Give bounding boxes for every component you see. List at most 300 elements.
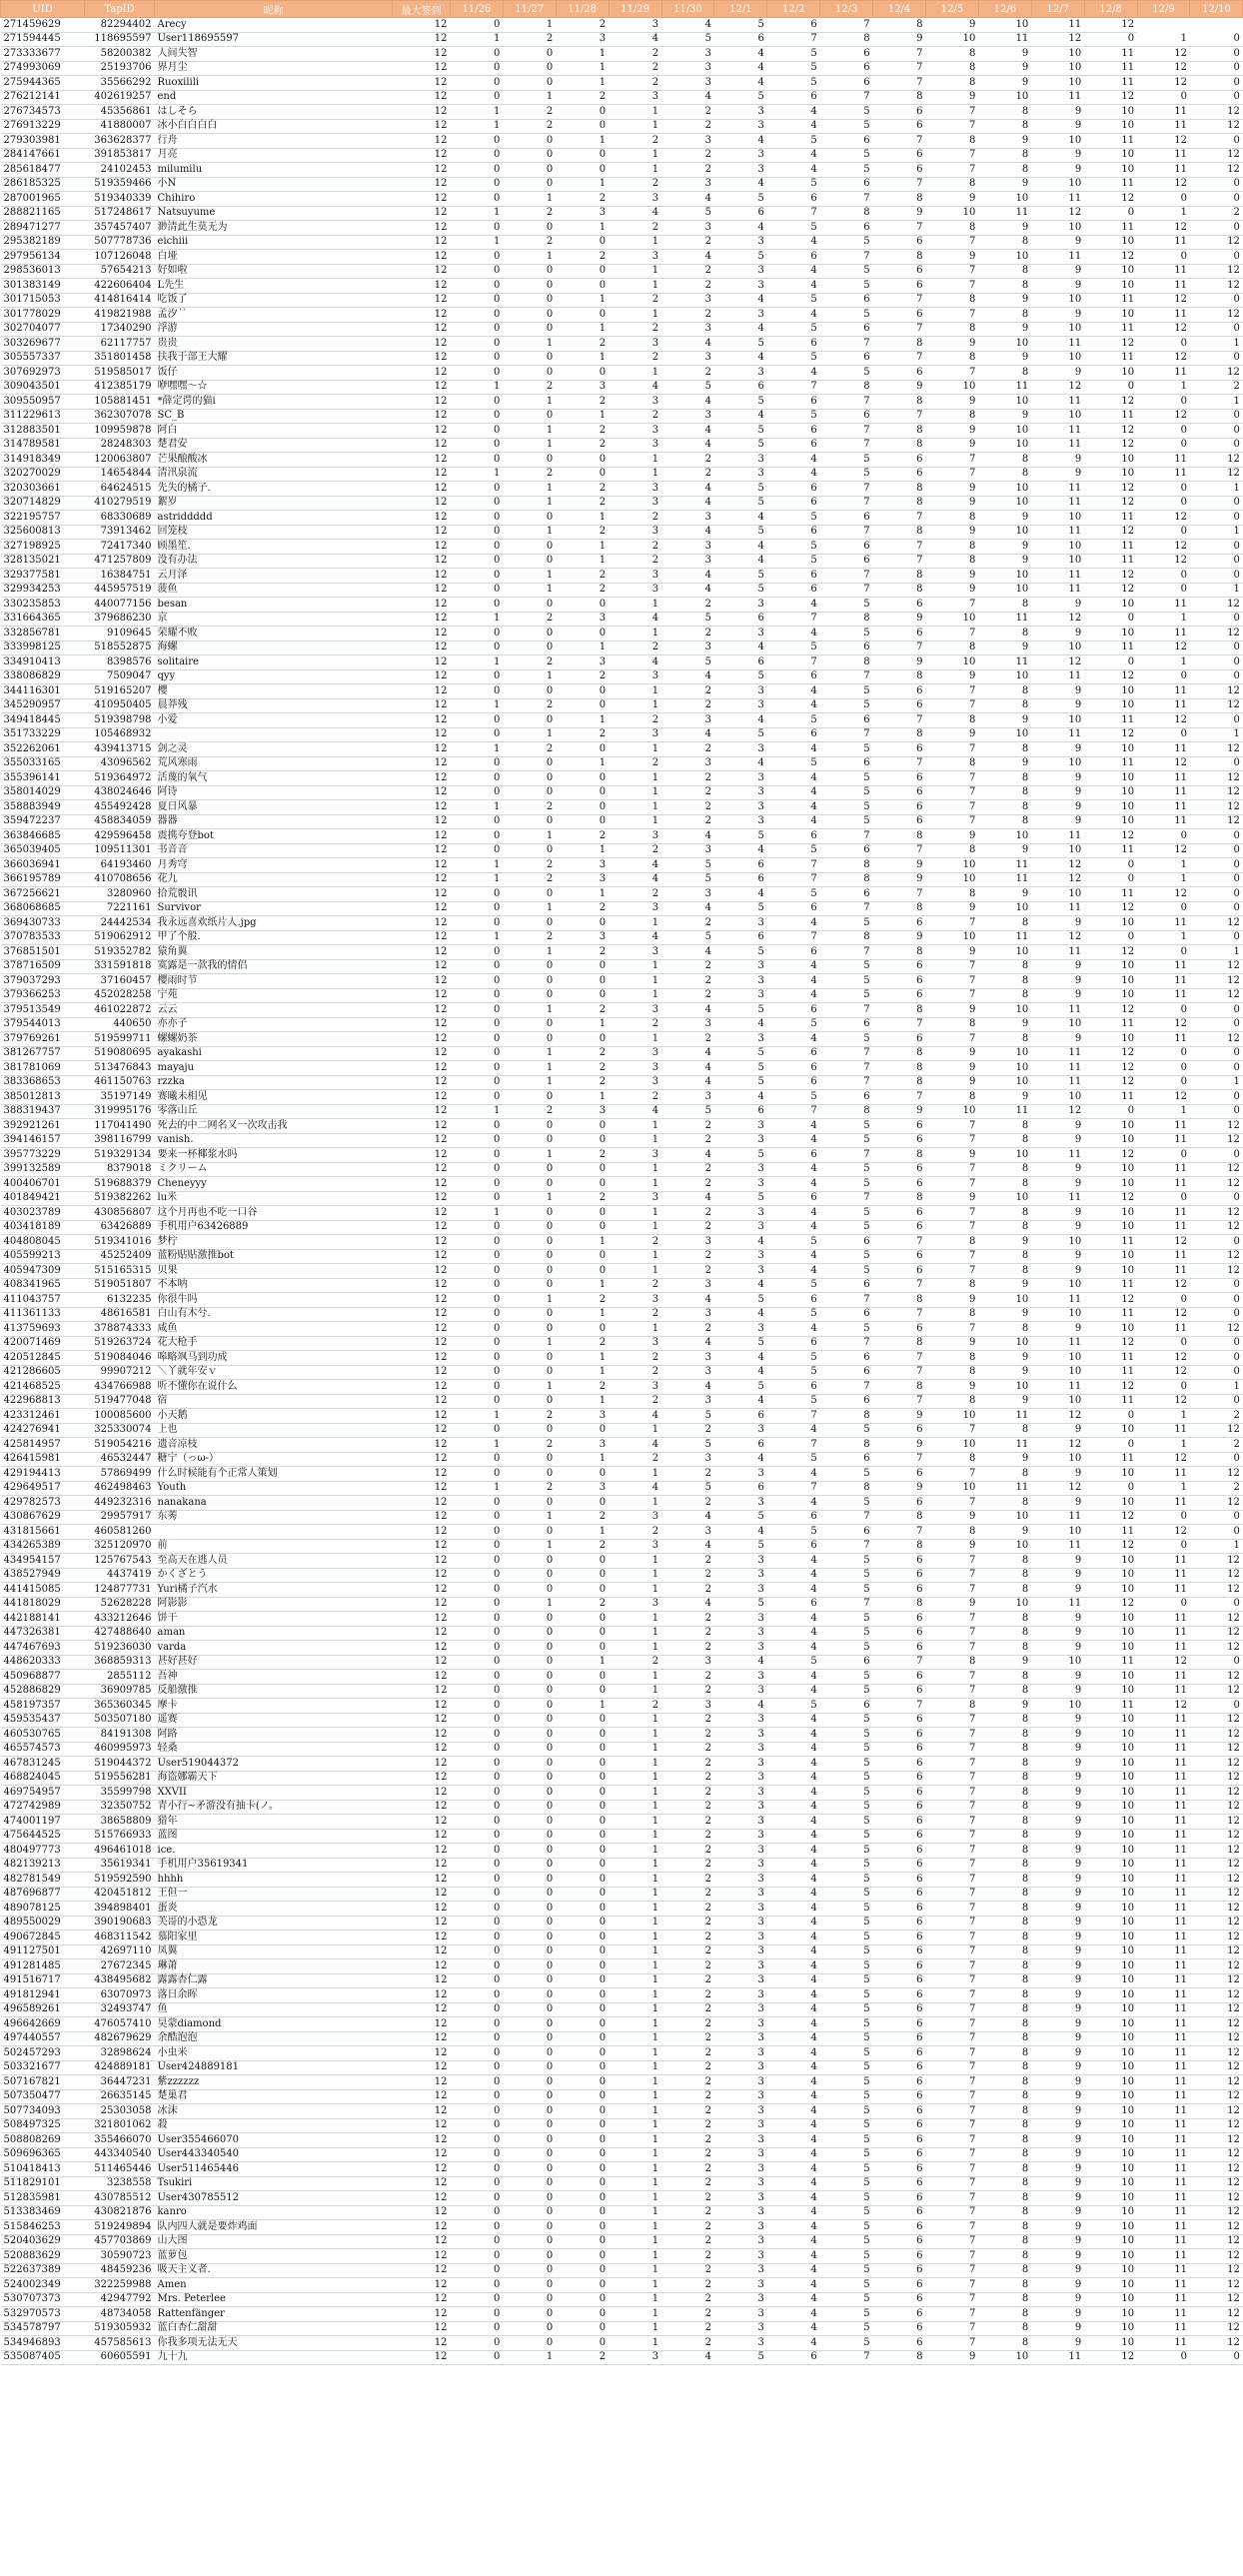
day-count-cell: 3 xyxy=(714,2321,767,2336)
day-count-cell: 8 xyxy=(926,61,979,76)
tapid-cell: 362307078 xyxy=(85,409,155,424)
day-count-cell: 6 xyxy=(873,785,926,800)
day-count-cell: 4 xyxy=(714,322,767,337)
day-count-cell: 0 xyxy=(451,61,504,76)
day-count-cell: 7 xyxy=(873,713,926,728)
table-row xyxy=(1,1235,1243,1250)
day-count-cell: 9 xyxy=(926,18,979,33)
day-count-cell: 0 xyxy=(451,916,504,931)
uid-cell: 309043501 xyxy=(1,380,85,395)
day-count-cell: 12 xyxy=(1084,525,1137,540)
uid-cell: 273333677 xyxy=(1,47,85,62)
day-count-cell: 7 xyxy=(873,177,926,192)
day-count-cell: 7 xyxy=(767,655,820,670)
day-count-cell: 10 xyxy=(978,90,1031,105)
day-count-cell: 8 xyxy=(978,1220,1031,1235)
day-count-cell: 8 xyxy=(978,2075,1031,2090)
day-count-cell: 4 xyxy=(767,1177,820,1192)
nickname-cell: ayakashi xyxy=(155,1046,393,1061)
day-count-cell: 6 xyxy=(873,1206,926,1221)
table-row xyxy=(1,742,1243,757)
day-count-cell: 8 xyxy=(978,163,1031,178)
tapid-cell: 16384751 xyxy=(85,569,155,584)
day-count-cell: 2 xyxy=(661,1322,714,1337)
max-signin-cell: 12 xyxy=(393,1973,451,1988)
table-row xyxy=(1,612,1243,627)
day-count-cell: 11 xyxy=(1031,1046,1084,1061)
day-count-cell: 0 xyxy=(556,1858,609,1873)
day-count-cell: 1 xyxy=(609,1728,661,1743)
day-count-cell: 7 xyxy=(926,1032,979,1047)
day-count-cell: 2 xyxy=(556,482,609,497)
table-row xyxy=(1,641,1243,655)
table-row xyxy=(1,1032,1243,1047)
day-count-cell: 6 xyxy=(873,2336,926,2351)
day-count-cell: 9 xyxy=(1031,1626,1084,1641)
day-count-cell: 12 xyxy=(1190,1220,1243,1235)
day-count-cell: 6 xyxy=(820,1655,873,1670)
max-signin-cell: 12 xyxy=(393,1032,451,1047)
max-signin-cell: 12 xyxy=(393,887,451,902)
day-count-cell: 8 xyxy=(820,1104,873,1119)
nickname-cell: Natsuyume xyxy=(155,206,393,221)
tapid-cell: 515766933 xyxy=(85,1829,155,1844)
day-count-cell: 12 xyxy=(1190,2133,1243,2148)
day-count-cell: 1 xyxy=(503,1510,556,1525)
max-signin-cell: 12 xyxy=(393,409,451,424)
table-row xyxy=(1,1858,1243,1873)
day-count-cell: 2 xyxy=(556,525,609,540)
day-count-cell: 0 xyxy=(451,395,504,410)
day-count-cell: 6 xyxy=(873,1931,926,1945)
day-count-cell: 11 xyxy=(1031,250,1084,265)
day-count-cell: 1 xyxy=(451,858,504,873)
nickname-cell: Youth xyxy=(155,1481,393,1496)
day-count-cell: 9 xyxy=(1031,1684,1084,1699)
day-count-cell: 8 xyxy=(926,351,979,366)
day-count-cell: 3 xyxy=(714,264,767,279)
nickname-cell: 零落山丘 xyxy=(155,1104,393,1119)
day-count-cell: 6 xyxy=(873,2133,926,2148)
day-count-cell: 0 xyxy=(556,1815,609,1830)
day-count-cell: 7 xyxy=(873,1699,926,1714)
day-count-cell: 0 xyxy=(451,482,504,497)
day-count-cell: 2 xyxy=(556,1539,609,1554)
day-count-cell: 1 xyxy=(503,1191,556,1206)
day-count-cell: 7 xyxy=(873,843,926,858)
day-count-cell: 3 xyxy=(661,1365,714,1380)
day-count-cell: 1 xyxy=(503,569,556,584)
day-count-cell: 4 xyxy=(767,1423,820,1438)
day-count-cell: 0 xyxy=(451,1887,504,1902)
day-count-cell: 2 xyxy=(661,2075,714,2090)
max-signin-cell: 12 xyxy=(393,1931,451,1945)
day-count-cell: 1 xyxy=(609,1626,661,1641)
day-count-cell: 9 xyxy=(1031,235,1084,250)
day-count-cell: 7 xyxy=(820,569,873,584)
day-count-cell: 12 xyxy=(1190,1583,1243,1598)
day-count-cell: 7 xyxy=(926,1959,979,1974)
table-row xyxy=(1,424,1243,439)
day-count-cell: 0 xyxy=(451,177,504,192)
day-count-cell: 0 xyxy=(451,1873,504,1888)
day-count-cell: 0 xyxy=(556,1612,609,1627)
day-count-cell: 11 xyxy=(1137,1583,1190,1598)
day-count-cell: 9 xyxy=(926,1510,979,1525)
table-row xyxy=(1,800,1243,815)
nickname-cell: User443340540 xyxy=(155,2147,393,2162)
tapid-cell: 8398576 xyxy=(85,655,155,670)
day-count-cell: 12 xyxy=(1190,1670,1243,1685)
table-row xyxy=(1,293,1243,308)
max-signin-cell: 12 xyxy=(393,1815,451,1830)
day-count-cell: 3 xyxy=(714,1815,767,1830)
day-count-cell: 12 xyxy=(1084,1191,1137,1206)
day-count-cell: 2 xyxy=(661,2031,714,2046)
day-count-cell: 6 xyxy=(767,1061,820,1076)
day-count-cell: 11 xyxy=(1031,1380,1084,1395)
day-count-cell: 0 xyxy=(556,235,609,250)
day-count-cell: 11 xyxy=(1084,322,1137,337)
day-count-cell: 0 xyxy=(1190,496,1243,511)
day-count-cell: 10 xyxy=(1084,1119,1137,1134)
day-count-cell: 12 xyxy=(1084,424,1137,439)
day-count-cell: 10 xyxy=(1084,2263,1137,2278)
day-count-cell: 8 xyxy=(978,467,1031,482)
day-count-cell: 0 xyxy=(556,279,609,294)
tapid-cell: 42947792 xyxy=(85,2292,155,2307)
day-count-cell: 4 xyxy=(609,858,661,873)
day-count-cell: 0 xyxy=(556,1583,609,1598)
table-row xyxy=(1,1191,1243,1206)
tapid-cell: 455492428 xyxy=(85,800,155,815)
day-count-cell: 12 xyxy=(1137,1394,1190,1409)
day-count-cell: 1 xyxy=(556,134,609,149)
day-count-cell: 11 xyxy=(1031,496,1084,511)
day-count-cell: 7 xyxy=(926,698,979,713)
nickname-cell: Yuri橘子汽水 xyxy=(155,1583,393,1598)
nickname-cell: 寞露是一款我的情侣 xyxy=(155,959,393,974)
day-count-cell: 10 xyxy=(1084,2017,1137,2032)
day-count-cell: 0 xyxy=(556,1554,609,1569)
day-count-cell: 7 xyxy=(926,1626,979,1641)
day-count-cell: 2 xyxy=(661,366,714,381)
day-count-cell: 11 xyxy=(1031,829,1084,844)
table-row xyxy=(1,1177,1243,1192)
day-count-cell: 12 xyxy=(1190,2336,1243,2351)
day-count-cell: 12 xyxy=(1137,1365,1190,1380)
day-count-cell: 12 xyxy=(1137,322,1190,337)
day-count-cell: 12 xyxy=(1084,192,1137,207)
day-count-cell: 3 xyxy=(661,351,714,366)
day-count-cell: 9 xyxy=(1031,1467,1084,1482)
day-count-cell: 8 xyxy=(978,1467,1031,1482)
day-count-cell: 5 xyxy=(820,1206,873,1221)
day-count-cell: 12 xyxy=(1190,1554,1243,1569)
max-signin-cell: 12 xyxy=(393,2060,451,2075)
day-count-cell: 0 xyxy=(503,1944,556,1959)
table-row xyxy=(1,163,1243,178)
day-count-cell: 12 xyxy=(1190,2089,1243,2104)
day-count-cell: 5 xyxy=(661,1438,714,1453)
table-row xyxy=(1,482,1243,497)
day-count-cell: 5 xyxy=(820,279,873,294)
day-count-cell: 2 xyxy=(661,1728,714,1743)
day-count-cell: 1 xyxy=(609,2205,661,2220)
day-count-cell: 9 xyxy=(1031,1858,1084,1873)
day-count-cell: 0 xyxy=(451,1829,504,1844)
tapid-cell: 476057410 xyxy=(85,2017,155,2032)
day-count-cell: 1 xyxy=(609,2249,661,2264)
day-count-cell: 2 xyxy=(503,930,556,945)
day-count-cell: 9 xyxy=(978,1365,1031,1380)
day-count-cell: 6 xyxy=(873,2321,926,2336)
day-count-cell: 0 xyxy=(451,1988,504,2003)
day-count-cell: 9 xyxy=(1031,698,1084,713)
day-count-cell: 0 xyxy=(556,1771,609,1786)
day-count-cell: 6 xyxy=(873,1800,926,1815)
day-count-cell: 2 xyxy=(609,1365,661,1380)
day-count-cell: 3 xyxy=(714,598,767,613)
day-count-cell: 0 xyxy=(556,814,609,829)
day-count-cell: 6 xyxy=(873,1264,926,1279)
day-count-cell: 4 xyxy=(767,959,820,974)
day-count-cell: 0 xyxy=(451,221,504,236)
table-row xyxy=(1,2031,1243,2046)
day-count-cell: 0 xyxy=(556,1728,609,1743)
day-count-cell: 0 xyxy=(1137,1380,1190,1395)
day-count-cell: 9 xyxy=(1031,1496,1084,1511)
nickname-cell xyxy=(155,727,393,742)
day-count-cell: 1 xyxy=(609,2017,661,2032)
day-count-cell: 12 xyxy=(1190,1844,1243,1859)
day-count-cell: 9 xyxy=(1031,2292,1084,2307)
table-row xyxy=(1,409,1243,424)
day-count-cell: 8 xyxy=(978,1742,1031,1757)
day-count-cell: 7 xyxy=(820,583,873,598)
day-count-cell: 6 xyxy=(767,1293,820,1308)
day-count-cell: 2 xyxy=(661,2060,714,2075)
day-count-cell: 6 xyxy=(873,988,926,1003)
day-count-cell: 1 xyxy=(609,988,661,1003)
day-count-cell: 0 xyxy=(556,2263,609,2278)
day-count-cell: 7 xyxy=(926,1612,979,1627)
day-count-cell: 3 xyxy=(714,1713,767,1728)
day-count-cell: 11 xyxy=(1084,1525,1137,1540)
table-row xyxy=(1,598,1243,613)
day-count-cell: 0 xyxy=(556,2234,609,2249)
day-count-cell: 7 xyxy=(767,930,820,945)
day-count-cell: 3 xyxy=(609,1597,661,1612)
day-count-cell: 3 xyxy=(556,1481,609,1496)
max-signin-cell: 12 xyxy=(393,1786,451,1801)
day-count-cell: 10 xyxy=(1084,119,1137,134)
uid-cell: 330235853 xyxy=(1,598,85,613)
max-signin-cell: 12 xyxy=(393,1742,451,1757)
day-count-cell: 0 xyxy=(503,1467,556,1482)
day-count-cell: 0 xyxy=(503,554,556,569)
day-count-cell: 10 xyxy=(1084,1988,1137,2003)
day-count-cell: 8 xyxy=(978,800,1031,815)
day-count-cell: 11 xyxy=(1031,90,1084,105)
day-count-cell: 8 xyxy=(873,192,926,207)
day-count-cell: 9 xyxy=(1031,2176,1084,2191)
day-count-cell: 0 xyxy=(451,1075,504,1090)
day-count-cell: 8 xyxy=(926,511,979,526)
day-count-cell: 1 xyxy=(503,727,556,742)
day-count-cell: 3 xyxy=(714,1162,767,1177)
day-count-cell: 3 xyxy=(714,163,767,178)
table-row xyxy=(1,90,1243,105)
nickname-cell: 鱼 xyxy=(155,2002,393,2017)
day-count-cell: 0 xyxy=(1190,322,1243,337)
day-count-cell: 0 xyxy=(1190,713,1243,728)
day-count-cell: 5 xyxy=(661,1481,714,1496)
max-signin-cell: 12 xyxy=(393,1307,451,1322)
day-count-cell: 8 xyxy=(873,669,926,684)
day-count-cell: 6 xyxy=(767,1539,820,1554)
day-count-cell: 2 xyxy=(503,119,556,134)
day-count-cell: 5 xyxy=(820,467,873,482)
day-count-cell: 2 xyxy=(661,1973,714,1988)
day-count-cell: 7 xyxy=(926,1931,979,1945)
day-count-cell: 11 xyxy=(1031,18,1084,33)
tapid-cell: 519341016 xyxy=(85,1235,155,1250)
day-count-cell: 4 xyxy=(767,1467,820,1482)
day-count-cell: 6 xyxy=(873,2147,926,2162)
day-count-cell: 0 xyxy=(451,1452,504,1467)
day-count-cell: 11 xyxy=(1084,713,1137,728)
day-count-cell: 4 xyxy=(661,1293,714,1308)
table-row xyxy=(1,2046,1243,2061)
day-count-cell: 4 xyxy=(767,742,820,757)
day-count-cell: 8 xyxy=(978,1887,1031,1902)
table-row xyxy=(1,1916,1243,1931)
uid-cell: 458197357 xyxy=(1,1699,85,1714)
day-count-cell: 2 xyxy=(503,742,556,757)
table-row xyxy=(1,1119,1243,1134)
max-signin-cell: 12 xyxy=(393,959,451,974)
max-signin-cell: 12 xyxy=(393,843,451,858)
nickname-cell: 京 xyxy=(155,612,393,627)
day-count-cell: 6 xyxy=(873,1728,926,1743)
nickname-cell: 小虫米 xyxy=(155,2046,393,2061)
table-row xyxy=(1,1539,1243,1554)
tapid-cell: 45356861 xyxy=(85,105,155,120)
day-count-cell: 4 xyxy=(714,1090,767,1105)
day-count-cell: 12 xyxy=(1190,148,1243,163)
day-count-cell: 9 xyxy=(1031,2234,1084,2249)
day-count-cell: 10 xyxy=(1084,2075,1137,2090)
day-count-cell: 5 xyxy=(661,930,714,945)
max-signin-cell: 12 xyxy=(393,1583,451,1598)
day-count-cell: 2 xyxy=(661,308,714,323)
day-count-cell: 0 xyxy=(503,2220,556,2235)
nickname-cell: 琳萧 xyxy=(155,1959,393,1974)
day-count-cell: 8 xyxy=(978,1249,1031,1264)
day-count-cell: 0 xyxy=(503,2249,556,2264)
tapid-cell: 394898401 xyxy=(85,1902,155,1917)
day-count-cell: 4 xyxy=(767,2191,820,2206)
max-signin-cell: 12 xyxy=(393,684,451,699)
day-count-cell: 11 xyxy=(1137,1032,1190,1047)
day-count-cell: 9 xyxy=(1031,1815,1084,1830)
day-count-cell: 9 xyxy=(1031,453,1084,468)
day-count-cell: 4 xyxy=(661,1380,714,1395)
nickname-cell: 楚巢君 xyxy=(155,2089,393,2104)
day-count-cell: 9 xyxy=(978,76,1031,91)
day-count-cell: 5 xyxy=(820,1858,873,1873)
day-count-cell: 3 xyxy=(661,1699,714,1714)
day-count-cell: 4 xyxy=(661,424,714,439)
max-signin-cell: 12 xyxy=(393,2046,451,2061)
day-count-cell: 12 xyxy=(1137,1351,1190,1366)
day-count-cell: 11 xyxy=(1137,1612,1190,1627)
day-count-cell: 12 xyxy=(1084,1380,1137,1395)
day-count-cell: 5 xyxy=(661,32,714,47)
day-count-cell: 3 xyxy=(661,1090,714,1105)
day-count-cell: 6 xyxy=(767,569,820,584)
day-count-cell: 3 xyxy=(556,612,609,627)
day-count-cell: 5 xyxy=(820,2220,873,2235)
day-count-cell: 0 xyxy=(503,1525,556,1540)
day-count-cell: 11 xyxy=(1137,1322,1190,1337)
day-count-cell: 3 xyxy=(556,930,609,945)
day-count-cell: 0 xyxy=(503,2089,556,2104)
day-count-cell: 1 xyxy=(609,1612,661,1627)
table-row xyxy=(1,1394,1243,1409)
nickname-cell: 震携夸登bot xyxy=(155,829,393,844)
day-count-cell: 12 xyxy=(1190,627,1243,642)
day-count-cell: 9 xyxy=(926,1597,979,1612)
day-count-cell: 7 xyxy=(926,1916,979,1931)
tapid-cell: 84191308 xyxy=(85,1728,155,1743)
day-count-cell: 8 xyxy=(873,901,926,916)
day-count-cell: 11 xyxy=(1137,2089,1190,2104)
day-count-cell: 0 xyxy=(1190,32,1243,47)
table-row xyxy=(1,1713,1243,1728)
day-count-cell: 5 xyxy=(661,1104,714,1119)
day-count-cell: 9 xyxy=(1031,1612,1084,1627)
day-count-cell: 2 xyxy=(661,1944,714,1959)
tapid-cell: 24102453 xyxy=(85,163,155,178)
day-count-cell: 7 xyxy=(926,366,979,381)
day-count-cell: 2 xyxy=(661,1162,714,1177)
day-count-cell: 7 xyxy=(820,1046,873,1061)
day-count-cell: 1 xyxy=(556,1235,609,1250)
day-count-cell: 0 xyxy=(556,2292,609,2307)
day-count-cell: 1 xyxy=(503,1046,556,1061)
tapid-cell: 460581260 xyxy=(85,1525,155,1540)
day-count-cell: 2 xyxy=(609,540,661,555)
day-count-cell: 9 xyxy=(1031,1944,1084,1959)
day-count-cell: 10 xyxy=(1084,1626,1137,1641)
day-count-cell: 10 xyxy=(978,525,1031,540)
day-count-cell: 10 xyxy=(1031,322,1084,337)
day-count-cell: 5 xyxy=(820,916,873,931)
day-count-cell: 12 xyxy=(1190,1612,1243,1627)
nickname-cell: Chihiro xyxy=(155,192,393,207)
day-count-cell: 4 xyxy=(767,2263,820,2278)
day-count-cell: 5 xyxy=(714,90,767,105)
uid-cell: 355033165 xyxy=(1,756,85,771)
day-count-cell: 9 xyxy=(1031,1988,1084,2003)
tapid-cell: 430856807 xyxy=(85,1206,155,1221)
day-count-cell: 7 xyxy=(873,540,926,555)
day-count-cell: 0 xyxy=(503,1322,556,1337)
nickname-cell: Tsukiri xyxy=(155,2176,393,2191)
nickname-cell: 荣耀不败 xyxy=(155,627,393,642)
